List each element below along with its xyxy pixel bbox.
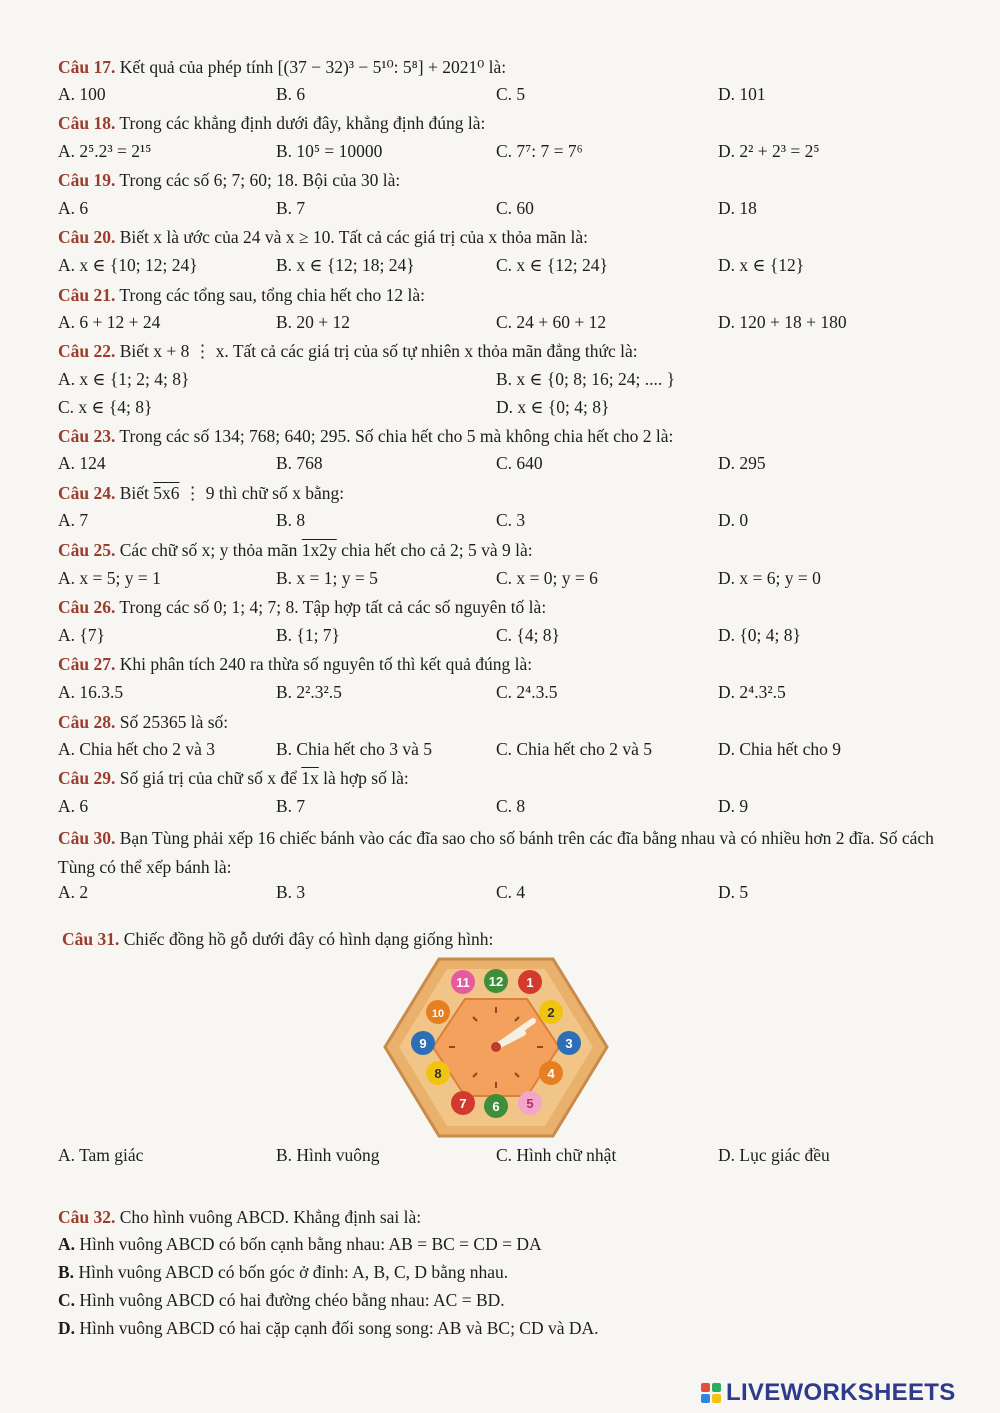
clock-number: 2: [547, 1005, 555, 1020]
option-b[interactable]: B. 6: [276, 84, 306, 104]
clock-center-pin: [491, 1042, 501, 1052]
option-b[interactable]: B. 20 + 12: [276, 312, 351, 332]
option-c[interactable]: C. Hình chữ nhật: [496, 1145, 617, 1165]
option-a[interactable]: A. x ∈ {10; 12; 24}: [58, 255, 198, 275]
option-b[interactable]: B. x ∈ {0; 8; 16; 24; .... }: [496, 369, 675, 389]
option-b[interactable]: B. 2².3².5: [276, 682, 342, 702]
option-c[interactable]: C. x = 0; y = 6: [496, 568, 598, 588]
option-b[interactable]: B. Chia hết cho 3 và 5: [276, 739, 433, 759]
question-24: Câu 24. Biết 5x6 ⋮ 9 thì chữ số x bằng:: [58, 483, 345, 503]
options-19: [58, 198, 958, 222]
option-d[interactable]: D. 5: [718, 882, 749, 902]
clock-number: 12: [488, 974, 504, 989]
option-d[interactable]: D. 2⁴.3².5: [718, 682, 786, 702]
question-23: Câu 23. Trong các số 134; 768; 640; 295. Số chia hết cho 5 mà không chia hết cho 2 là:: [58, 426, 674, 446]
option-c[interactable]: C. x ∈ {4; 8}: [58, 397, 153, 417]
options-28: [58, 739, 958, 763]
option-d[interactable]: D. 2² + 2³ = 2⁵: [718, 141, 820, 161]
option-b[interactable]: B. Hình vuông: [276, 1145, 380, 1165]
liveworksheets-logo-text: LIVEWORKSHEETS: [726, 1379, 956, 1406]
option-b[interactable]: B. 768: [276, 453, 323, 473]
option-b[interactable]: B. 10⁵ = 10000: [276, 141, 383, 161]
option-d[interactable]: D. x ∈ {12}: [718, 255, 805, 275]
option-c[interactable]: C. 24 + 60 + 12: [496, 312, 607, 332]
clock-number: 9: [419, 1036, 427, 1051]
question-22: Câu 22. Biết x + 8 ⋮ x. Tất cả các giá trị của số tự nhiên x thỏa mãn đẳng thức là:: [58, 341, 638, 361]
question-20: Câu 20. Biết x là ước của 24 và x ≥ 10. Tất cả các giá trị của x thỏa mãn là:: [58, 227, 589, 247]
options-21: [58, 312, 958, 336]
option-d[interactable]: D. 0: [718, 510, 749, 530]
option-d[interactable]: D. Hình vuông ABCD có hai cặp cạnh đối song song: AB và BC; CD và DA.: [58, 1318, 599, 1338]
option-a[interactable]: A. 16.3.5: [58, 682, 124, 702]
option-a[interactable]: A. 6 + 12 + 24: [58, 312, 161, 332]
options-22-row-1: [58, 369, 958, 393]
option-a[interactable]: A. x = 5; y = 1: [58, 568, 161, 588]
clock-number: 10: [431, 1008, 445, 1020]
option-a[interactable]: A. {7}: [58, 625, 105, 645]
option-c[interactable]: C. 60: [496, 198, 534, 218]
options-22-row-2: [58, 397, 958, 421]
option-c[interactable]: C. 8: [496, 796, 526, 816]
option-c[interactable]: C. 640: [496, 453, 543, 473]
option-c[interactable]: C. 7⁷: 7 = 7⁶: [496, 141, 583, 161]
option-d[interactable]: D. x ∈ {0; 4; 8}: [496, 397, 610, 417]
question-18: Câu 18. Trong các khẳng định dưới đây, khẳng định đúng là:: [58, 113, 486, 133]
option-a[interactable]: A. 6: [58, 796, 89, 816]
question-19: Câu 19. Trong các số 6; 7; 60; 18. Bội của 30 là:: [58, 170, 401, 190]
option-a[interactable]: A. 6: [58, 198, 89, 218]
option-c[interactable]: C. {4; 8}: [496, 625, 560, 645]
option-a[interactable]: A. 2: [58, 882, 89, 902]
option-a[interactable]: A. Hình vuông ABCD có bốn cạnh bằng nhau: AB = BC = CD = DA: [58, 1234, 542, 1254]
option-d[interactable]: D. 9: [718, 796, 749, 816]
clock-number: 4: [547, 1066, 555, 1081]
option-b[interactable]: B. 7: [276, 796, 306, 816]
question-31: Câu 31. Chiếc đồng hồ gỗ dưới đây có hình dạng giống hình:: [62, 929, 494, 949]
options-17: [58, 84, 958, 108]
wooden-clock-image: [383, 955, 609, 1140]
options-30: [58, 882, 958, 906]
option-c[interactable]: C. Chia hết cho 2 và 5: [496, 739, 653, 759]
options-31: [58, 1145, 958, 1169]
option-a[interactable]: A. 100: [58, 84, 106, 104]
liveworksheets-logo[interactable]: [700, 1378, 956, 1408]
option-a[interactable]: A. x ∈ {1; 2; 4; 8}: [58, 369, 190, 389]
option-d[interactable]: D. Chia hết cho 9: [718, 739, 841, 759]
option-b[interactable]: B. 7: [276, 198, 306, 218]
question-17: Câu 17. Kết quả của phép tính [(37 − 32)³ − 5¹⁰: 5⁸] + 2021⁰ là:: [58, 57, 507, 77]
options-25: [58, 568, 958, 592]
option-a[interactable]: A. 124: [58, 453, 106, 473]
option-d[interactable]: D. x = 6; y = 0: [718, 568, 821, 588]
option-d[interactable]: D. 18: [718, 198, 757, 218]
option-b[interactable]: B. 8: [276, 510, 306, 530]
options-23: [58, 453, 958, 477]
option-c[interactable]: C. Hình vuông ABCD có hai đường chéo bằng nhau: AC = BD.: [58, 1290, 505, 1310]
clock-number: 3: [565, 1036, 573, 1051]
option-b[interactable]: B. Hình vuông ABCD có bốn góc ở đỉnh: A, B, C, D bằng nhau.: [58, 1262, 509, 1282]
option-c[interactable]: C. 2⁴.3.5: [496, 682, 558, 702]
option-b[interactable]: B. {1; 7}: [276, 625, 340, 645]
option-d[interactable]: D. 120 + 18 + 180: [718, 312, 847, 332]
option-b[interactable]: B. x = 1; y = 5: [276, 568, 378, 588]
clock-number: 11: [456, 975, 470, 990]
option-c[interactable]: C. 5: [496, 84, 526, 104]
clock-number: 8: [434, 1066, 442, 1081]
question-30: Câu 30. Bạn Tùng phải xếp 16 chiếc bánh vào các đĩa sao cho số bánh trên các đĩa bằng nhau và có nhiều hơn 2 đĩa. Số cách Tùng có thể xếp bánh là:: [58, 828, 934, 877]
option-d[interactable]: D. 101: [718, 84, 766, 104]
clock-number: 7: [459, 1096, 467, 1111]
clock-number: 6: [492, 1099, 500, 1114]
question-26: Câu 26. Trong các số 0; 1; 4; 7; 8. Tập hợp tất cả các số nguyên tố là:: [58, 597, 547, 617]
options-27: [58, 682, 958, 706]
question-32: Câu 32. Cho hình vuông ABCD. Khẳng định sai là:: [58, 1207, 422, 1227]
option-a[interactable]: A. 2⁵.2³ = 2¹⁵: [58, 141, 152, 161]
option-b[interactable]: B. 3: [276, 882, 306, 902]
option-d[interactable]: D. 295: [718, 453, 766, 473]
option-c[interactable]: C. x ∈ {12; 24}: [496, 255, 608, 275]
options-24: [58, 510, 958, 534]
question-21: Câu 21. Trong các tổng sau, tổng chia hết cho 12 là:: [58, 285, 425, 305]
option-c[interactable]: C. 3: [496, 510, 526, 530]
question-29: Câu 29. Số giá trị của chữ số x để 1x là hợp số là:: [58, 768, 409, 788]
option-d[interactable]: D. {0; 4; 8}: [718, 625, 801, 645]
options-20: [58, 255, 958, 279]
options-29: [58, 796, 958, 820]
question-28: Câu 28. Số 25365 là số:: [58, 712, 229, 732]
option-a[interactable]: A. Tam giác: [58, 1145, 144, 1165]
options-18: [58, 141, 958, 165]
clock-number: 5: [526, 1096, 534, 1111]
clock-number: 1: [526, 975, 534, 990]
options-26: [58, 625, 958, 649]
option-b[interactable]: B. x ∈ {12; 18; 24}: [276, 255, 415, 275]
option-a[interactable]: A. 7: [58, 510, 89, 530]
option-a[interactable]: A. Chia hết cho 2 và 3: [58, 739, 215, 759]
option-d[interactable]: D. Lục giác đều: [718, 1145, 830, 1165]
question-25: Câu 25. Các chữ số x; y thỏa mãn 1x2y chia hết cho cả 2; 5 và 9 là:: [58, 540, 533, 560]
liveworksheets-logo-icon: [700, 1382, 722, 1404]
option-c[interactable]: C. 4: [496, 882, 526, 902]
question-27: Câu 27. Khi phân tích 240 ra thừa số nguyên tố thì kết quả đúng là:: [58, 654, 533, 674]
